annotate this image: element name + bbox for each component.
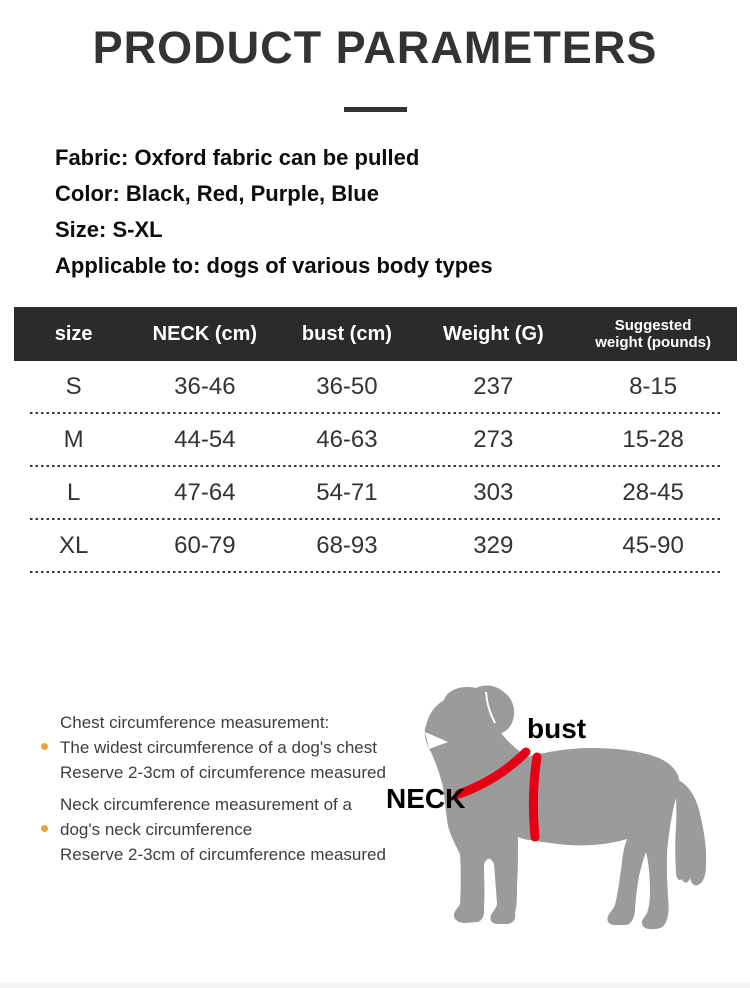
table-row-s — [14, 361, 737, 412]
cell-suggested: 28-45 — [622, 478, 684, 506]
title-underline — [344, 107, 407, 112]
row-separator — [30, 571, 722, 573]
instruction-line: Chest circumference measurement: — [60, 713, 330, 732]
cell-neck: 36-46 — [174, 372, 236, 400]
header-col-suggested-weight — [569, 317, 737, 351]
header-col-neck: NECK (cm) — [152, 322, 258, 345]
cell-weight: 329 — [473, 531, 514, 559]
cell-neck: 47-64 — [174, 478, 236, 506]
header-col-weight: Weight (G) — [442, 322, 544, 345]
bullet-dot-icon — [41, 743, 48, 750]
cell-neck: 44-54 — [174, 425, 236, 453]
instruction-line: Reserve 2-3cm of circumference measured — [60, 763, 386, 782]
table-row-m — [14, 414, 737, 465]
cell-size: M — [63, 425, 84, 453]
cell-suggested: 8-15 — [629, 372, 678, 400]
detail-line-size: Size: S-XL — [55, 217, 163, 242]
cell-weight: 237 — [473, 372, 514, 400]
cell-bust: 46-63 — [316, 425, 378, 453]
cell-neck: 60-79 — [174, 531, 236, 559]
header-col-bust: bust (cm) — [301, 322, 392, 345]
cell-size: L — [66, 478, 81, 506]
product-details — [55, 140, 493, 284]
instruction-chest — [36, 710, 406, 785]
header-col-suggested-line1: Suggested — [614, 317, 692, 334]
cell-size: XL — [58, 531, 89, 559]
cell-size: S — [65, 372, 82, 400]
header-col-size: size — [54, 322, 93, 345]
instruction-line: Reserve 2-3cm of circumference measured — [60, 845, 386, 864]
dog-tail — [674, 778, 706, 886]
neck-label: NECK — [386, 783, 466, 814]
cell-bust: 68-93 — [316, 531, 378, 559]
size-table — [14, 307, 737, 573]
cell-suggested: 15-28 — [622, 425, 684, 453]
cell-weight: 273 — [473, 425, 514, 453]
measurement-instructions — [36, 710, 406, 874]
detail-line-color: Color: Black, Red, Purple, Blue — [55, 181, 379, 206]
detail-line-fabric: Fabric: Oxford fabric can be pulled — [55, 145, 420, 170]
page-title: PRODUCT PARAMETERS — [92, 22, 658, 73]
bullet-dot-icon — [41, 825, 48, 832]
bust-label: bust — [527, 713, 587, 744]
footer-strip — [0, 983, 750, 988]
header-col-suggested-line2: weight (pounds) — [595, 334, 711, 351]
instruction-neck — [36, 792, 406, 867]
cell-bust: 36-50 — [316, 372, 378, 400]
instruction-line: Neck circumference measurement of a — [60, 795, 352, 814]
size-table-header — [14, 307, 737, 361]
cell-suggested: 45-90 — [622, 531, 684, 559]
table-row-xl — [14, 520, 737, 571]
instruction-line: dog's neck circumference — [60, 820, 253, 839]
instruction-line: The widest circumference of a dog's chest — [60, 738, 377, 757]
table-row-l — [14, 467, 737, 518]
cell-weight: 303 — [473, 478, 514, 506]
detail-line-applicable: Applicable to: dogs of various body types — [55, 253, 493, 278]
cell-bust: 54-71 — [316, 478, 378, 506]
chest-strap-line — [533, 757, 537, 837]
